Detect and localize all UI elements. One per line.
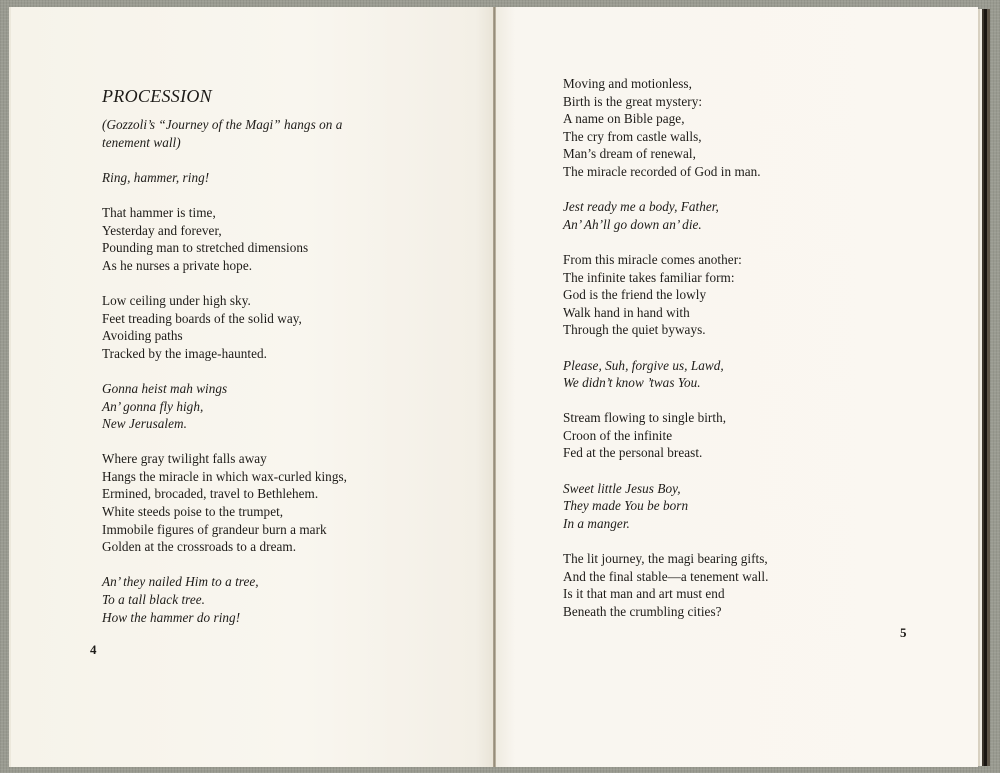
poem-line: Low ceiling under high sky. — [102, 292, 251, 308]
stanza — [102, 380, 347, 433]
stanza — [102, 292, 347, 362]
poem-line: A name on Bible page, — [563, 111, 685, 127]
poem-line: How the hammer do ring! — [102, 609, 241, 625]
poem-line: From this miracle comes another: — [563, 251, 742, 267]
stanza — [563, 480, 768, 533]
poem-line: God is the friend the lowly — [563, 287, 707, 303]
poem-line: That hammer is time, — [102, 204, 216, 220]
poem-line: Stream flowing to single birth, — [563, 410, 727, 426]
poem-line: Fed at the personal breast. — [563, 445, 703, 461]
poem-line: New Jerusalem. — [102, 416, 187, 432]
stanza — [563, 550, 768, 620]
poem-line: The lit journey, the magi bearing gifts, — [563, 551, 768, 567]
poem-line: The miracle recorded of God in man. — [563, 163, 761, 179]
page-number-right: 5 — [900, 625, 907, 640]
poem-line: Avoiding paths — [102, 328, 183, 344]
poem-line: Is it that man and art must end — [563, 586, 725, 602]
poem-line: Where gray twilight falls away — [102, 451, 267, 467]
poem-line: Feet treading boards of the solid way, — [102, 310, 302, 326]
page-number-left: 4 — [90, 642, 97, 657]
poem-line: Please, Suh, forgive us, Lawd, — [563, 357, 724, 373]
poem-line: Golden at the crossroads to a dream. — [102, 539, 297, 555]
poem-line: And the final stable—a tenement wall. — [563, 568, 769, 584]
poem-line: An’ they nailed Him to a tree, — [102, 574, 259, 590]
poem-line: Tracked by the image-haunted. — [102, 345, 268, 361]
stanza — [563, 251, 768, 339]
stanza — [102, 169, 347, 187]
left-stanzas — [102, 116, 347, 626]
poem-line: Birth is the great mystery: — [563, 93, 703, 109]
poem-line: Ermined, brocaded, travel to Bethlehem. — [102, 486, 319, 502]
stanza — [102, 116, 347, 151]
right-page-text — [563, 75, 768, 620]
stanza — [563, 75, 768, 181]
poem-line: Ring, hammer, ring! — [102, 169, 210, 185]
left-page-text — [102, 85, 347, 626]
poem-line: The infinite takes familiar form: — [563, 269, 735, 285]
poem-line: Sweet little Jesus Boy, — [563, 480, 681, 496]
poem-title: PROCESSION — [102, 86, 212, 106]
page-edge-stack — [978, 9, 990, 766]
poem-line: Hangs the miracle in which wax-curled kings, — [102, 468, 347, 484]
stanza — [563, 357, 768, 392]
poem-line: Moving and motionless, — [563, 76, 692, 91]
poem-line: Through the quiet byways. — [563, 322, 706, 338]
poem-line: An’ gonna fly high, — [102, 398, 204, 414]
poem-line: To a tall black tree. — [102, 592, 206, 608]
poem-line: An’ Ah’ll go down an’ die. — [563, 216, 702, 232]
stanza — [102, 204, 347, 274]
stanza — [102, 573, 347, 626]
stanza — [563, 409, 768, 462]
poem-line: White steeds poise to the trumpet, — [102, 504, 284, 520]
poem-line: We didn’t know ’twas You. — [563, 375, 701, 391]
poem-line: They made You be born — [563, 498, 689, 514]
poem-line: Pounding man to stretched dimensions — [102, 240, 309, 256]
poem-line: As he nurses a private hope. — [102, 257, 253, 273]
poem-line: Immobile figures of grandeur burn a mark — [102, 521, 327, 537]
poem-line: In a manger. — [563, 515, 630, 531]
poem-line: (Gozzoli’s “Journey of the Magi” hangs on a — [102, 117, 343, 132]
poem-line: Beneath the crumbling cities? — [563, 603, 722, 619]
poem-line: Walk hand in hand with — [563, 304, 690, 320]
poem-line: Croon of the infinite — [563, 427, 673, 443]
poem-line: The cry from castle walls, — [563, 128, 702, 144]
poem-line: Gonna heist mah wings — [102, 380, 228, 396]
poem-line: tenement wall) — [102, 134, 181, 150]
poem-line: Yesterday and forever, — [102, 222, 222, 238]
poem-line: Jest ready me a body, Father, — [563, 199, 719, 215]
poem-line: Man’s dream of renewal, — [563, 146, 696, 162]
right-stanzas — [563, 75, 768, 620]
stanza — [102, 450, 347, 556]
stanza — [563, 198, 768, 233]
